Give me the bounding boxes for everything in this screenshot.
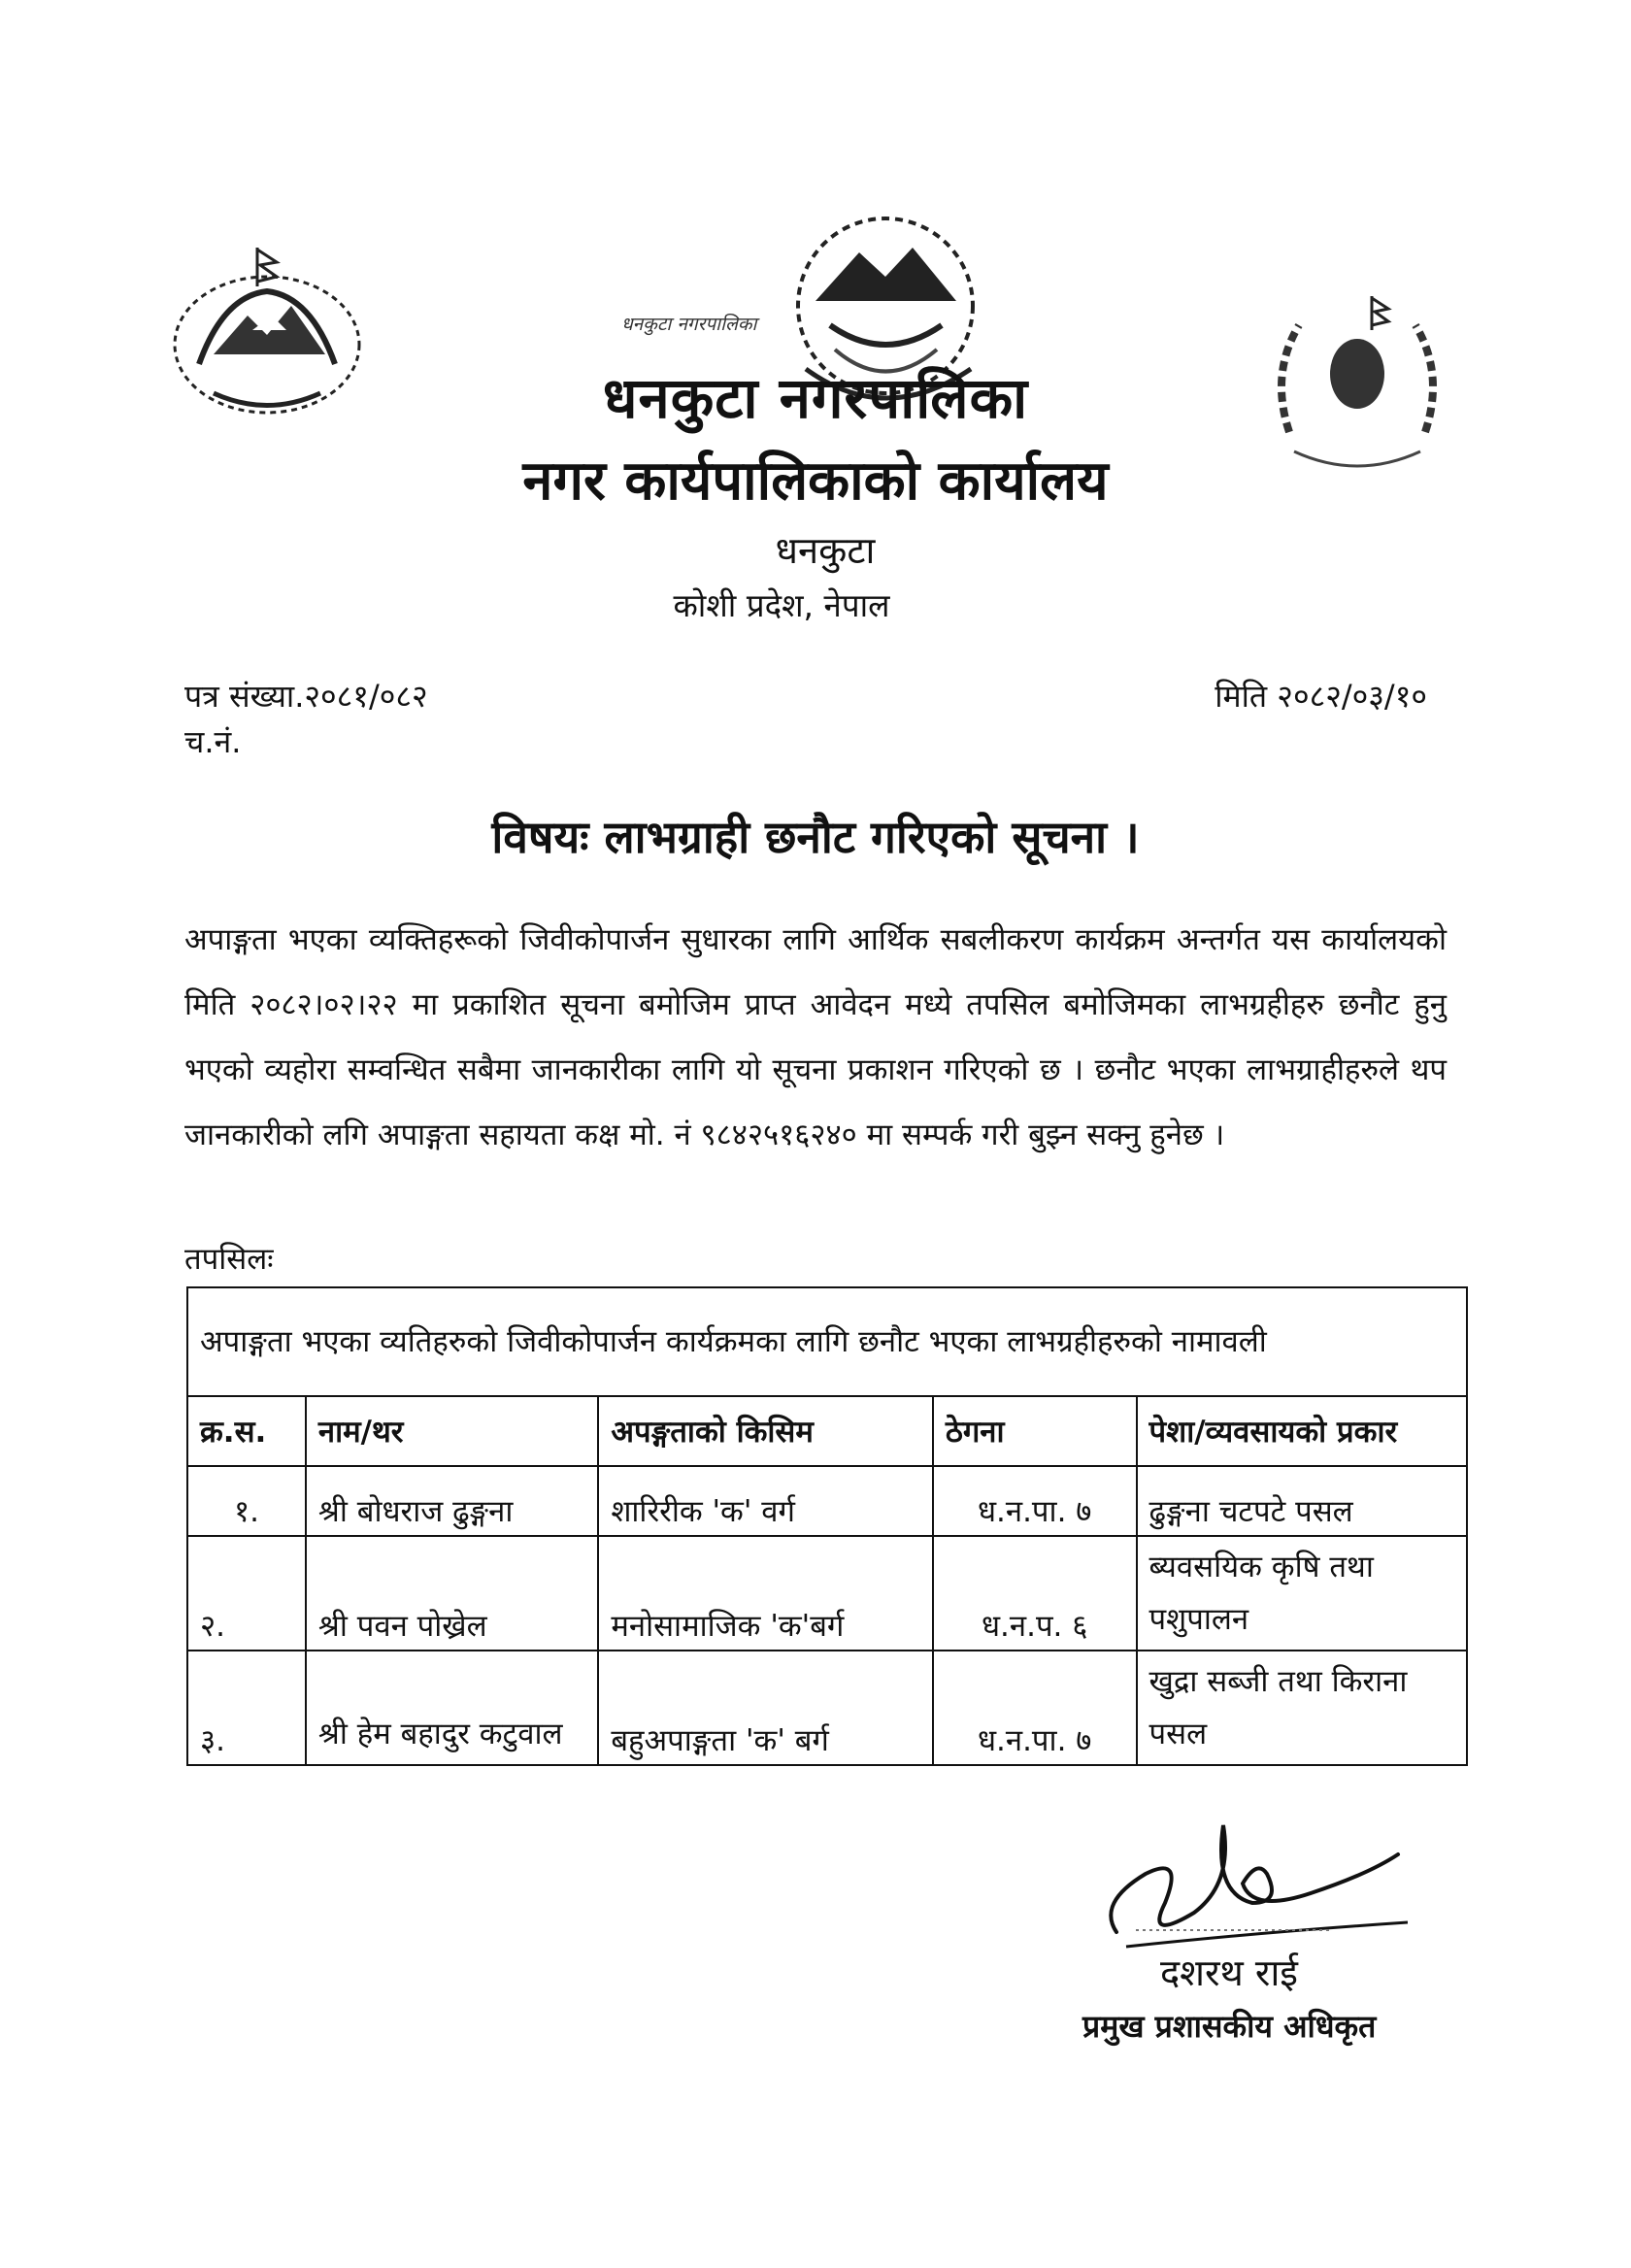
details-label: तपसिलः xyxy=(184,1242,274,1277)
cell-serial: ३. xyxy=(187,1651,306,1765)
signatory-designation: प्रमुख प्रशासकीय अधिकृत xyxy=(1082,2008,1377,2045)
table-row xyxy=(187,1466,1467,1536)
stamp-text: धनकुटा नगरपालिका xyxy=(621,314,757,335)
table-header-row xyxy=(187,1396,1467,1466)
cell-name: श्री बोधराज ढुङ्गना xyxy=(306,1466,598,1536)
dispatch-number: च.नं. xyxy=(184,723,242,760)
cell-occupation: ढुङ्गना चटपटे पसल xyxy=(1137,1466,1467,1536)
header-address: ठेगना xyxy=(933,1396,1137,1466)
table-caption-row xyxy=(187,1287,1467,1396)
office-place: धनकुटा xyxy=(775,529,876,572)
cell-address: ध.न.पा. ७ xyxy=(933,1466,1137,1536)
cell-name: श्री हेम बहादुर कटुवाल xyxy=(306,1651,598,1765)
cell-serial: २. xyxy=(187,1536,306,1651)
cell-serial: १. xyxy=(187,1466,306,1536)
office-province: कोशी प्रदेश, नेपाल xyxy=(673,586,890,624)
org-name: धनकुटा नगरपालिका xyxy=(602,365,1029,431)
cell-disability-type: बहुअपाङ्गता 'क' बर्ग xyxy=(598,1651,933,1765)
office-name: नगर कार्यपालिकाको कार्यालय xyxy=(522,450,1109,513)
signatory-name: दशरथ राई xyxy=(1160,1951,1298,1994)
beneficiary-table xyxy=(186,1286,1468,1766)
subject-line: विषयः लाभग्राही छनौट गरिएको सूचना । xyxy=(491,811,1140,863)
header-serial: क्र.स. xyxy=(187,1396,306,1466)
cell-address: ध.न.पा. ७ xyxy=(933,1651,1137,1765)
cell-occupation: खुद्रा सब्जी तथा किराना पसल xyxy=(1137,1651,1467,1765)
table-row xyxy=(187,1651,1467,1765)
table-row xyxy=(187,1536,1467,1651)
header-occupation: पेशा/व्यवसायको प्रकार xyxy=(1137,1396,1467,1466)
table-caption: अपाङ्गता भएका व्यतिहरुको जिवीकोपार्जन कार्यक्रमका लागि छनौट भएका लाभग्रहीहरुको नामावली xyxy=(187,1287,1467,1396)
notice-body: अपाङ्गता भएका व्यक्तिहरूको जिवीकोपार्जन सुधारका लागि आर्थिक सबलीकरण कार्यक्रम अन्तर्गत यस कार्यालयको मिति २०८२।०२।२२ मा प्रकाशित सूचना बमोजिम प्राप्त आवेदन मध्ये तपसिल बमोजिमका लाभग्रहीहरु छनौट हुनु भएको व्यहोरा सम्वन्धित सबैमा जानकारीका लागि यो सूचना प्रकाशन गरिएको छ । छनौट भएका लाभग्राहीहरुले थप जानकारीको लगि अपाङ्गता सहायता कक्ष मो. नं ९८४२५१६२४० मा सम्पर्क गरी बुझ्न सक्नु हुनेछ । xyxy=(184,922,1447,1152)
cell-disability-type: मनोसामाजिक 'क'बर्ग xyxy=(598,1536,933,1651)
letter-date: मिति २०८२/०३/१० xyxy=(1215,678,1427,715)
header-disability-type: अपङ्गताको किसिम xyxy=(598,1396,933,1466)
header-name: नाम/थर xyxy=(306,1396,598,1466)
cell-disability-type: शारिरीक 'क' वर्ग xyxy=(598,1466,933,1536)
cell-occupation: ब्यवसयिक कृषि तथा पशुपालन xyxy=(1137,1536,1467,1651)
signature xyxy=(1087,1786,1408,1961)
cell-name: श्री पवन पोख्रेल xyxy=(306,1536,598,1651)
reference-number: पत्र संख्या.२०८१/०८२ xyxy=(184,678,428,715)
cell-address: ध.न.प. ६ xyxy=(933,1536,1137,1651)
